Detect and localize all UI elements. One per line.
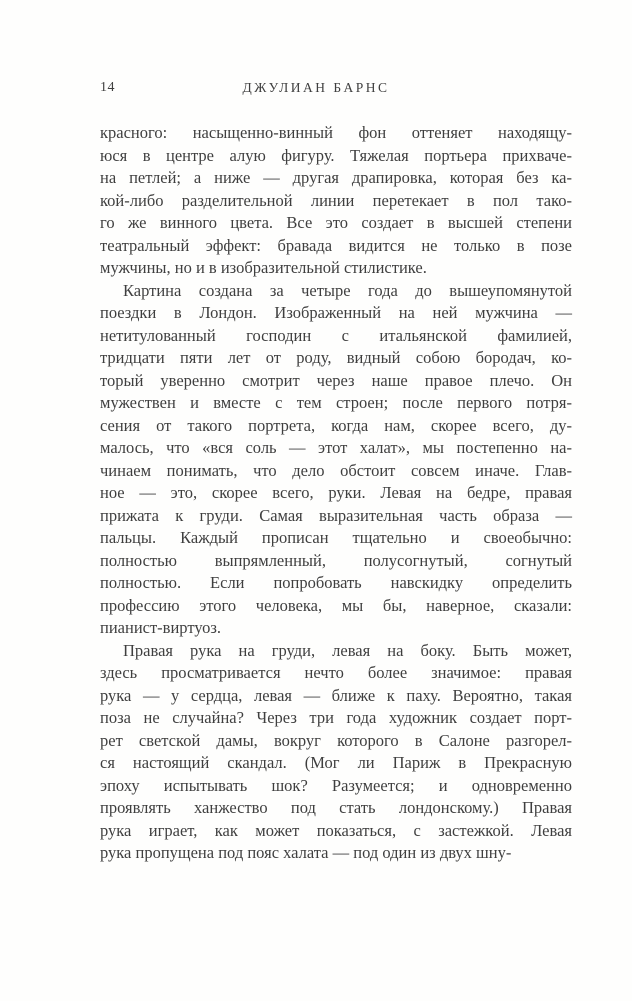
text-line: нетитулованный господин с итальянской фамилией, xyxy=(100,325,572,345)
running-title: ДЖУЛИАН БАРНС xyxy=(242,80,390,95)
text-line: ное — это, скорее всего, руки. Левая на бедре, правая xyxy=(100,483,572,502)
paragraph xyxy=(100,280,572,640)
body-text xyxy=(100,122,572,865)
text-line: полностью. Если попробовать навскидку определить xyxy=(100,573,572,592)
text-line: поездки в Лондон. Изображенный на ней мужчина — xyxy=(100,303,572,322)
page-number: 14 xyxy=(100,80,115,95)
text-line: пианист-виртуоз. xyxy=(100,618,222,637)
paragraph xyxy=(100,640,572,865)
text-line: рука пропущена под пояс халата — под один из двух шну- xyxy=(100,843,512,862)
text-line: малось, что «вся соль — этот халат», мы постепенно на- xyxy=(100,438,572,457)
page-header xyxy=(100,80,572,98)
text-line: поза не случайна? Через три года художник создает порт- xyxy=(100,708,572,727)
text-line: торый уверенно смотрит через наше правое плечо. Он xyxy=(100,370,572,390)
text-line: рет светской дамы, вокруг которого в Салоне разгорел- xyxy=(100,730,572,750)
paragraph xyxy=(100,122,572,280)
text-line: прижата к груди. Самая выразительная часть образа — xyxy=(100,505,572,525)
text-line: мужествен и вместе с тем строен; после первого потря- xyxy=(100,393,572,412)
text-line: Картина создана за четыре года до вышеупомянутой xyxy=(123,280,572,300)
text-line: рука — у сердца, левая — ближе к паху. Вероятно, такая xyxy=(100,685,572,705)
text-line: тридцати пяти лет от роду, видный собою бородач, ко- xyxy=(100,348,572,367)
text-line: полностью выпрямленный, полусогнутый, согнутый xyxy=(100,550,572,570)
text-line: проявлять ханжество под стать лондонскому.) Правая xyxy=(100,798,572,817)
text-line: юся в центре алую фигуру. Тяжелая портьера прихваче- xyxy=(100,145,572,165)
text-line: рука играет, как может показаться, с застежкой. Левая xyxy=(100,820,572,840)
text-line: пальцы. Каждый прописан тщательно и своеобычно: xyxy=(100,528,572,547)
text-line: Правая рука на груди, левая на боку. Быть может, xyxy=(123,640,572,660)
text-line: сения от такого портрета, когда нам, скорее всего, ду- xyxy=(100,415,572,435)
text-line: здесь просматривается нечто более значимое: правая xyxy=(100,663,572,682)
text-line: мужчины, но и в изобразительной стилистике. xyxy=(100,258,427,277)
text-line: ся настоящий скандал. (Мог ли Париж в Прекрасную xyxy=(100,753,572,772)
text-line: на петлей; а ниже — другая драпировка, которая без ка- xyxy=(100,168,572,187)
text-line: го же винного цвета. Все это создает в высшей степени xyxy=(100,213,572,232)
text-line: эпоху испытывать шок? Разумеется; и одновременно xyxy=(100,775,572,795)
text-line: профессию этого человека, мы бы, наверное, сказали: xyxy=(100,595,572,615)
text-line: кой-либо разделительной линии перетекает в пол тако- xyxy=(100,190,572,210)
text-line: чинаем понимать, что дело обстоит совсем иначе. Глав- xyxy=(100,460,572,480)
text-line: театральный эффект: бравада видится не только в позе xyxy=(100,235,572,255)
text-line: красного: насыщенно-винный фон оттеняет находящу- xyxy=(100,123,572,142)
